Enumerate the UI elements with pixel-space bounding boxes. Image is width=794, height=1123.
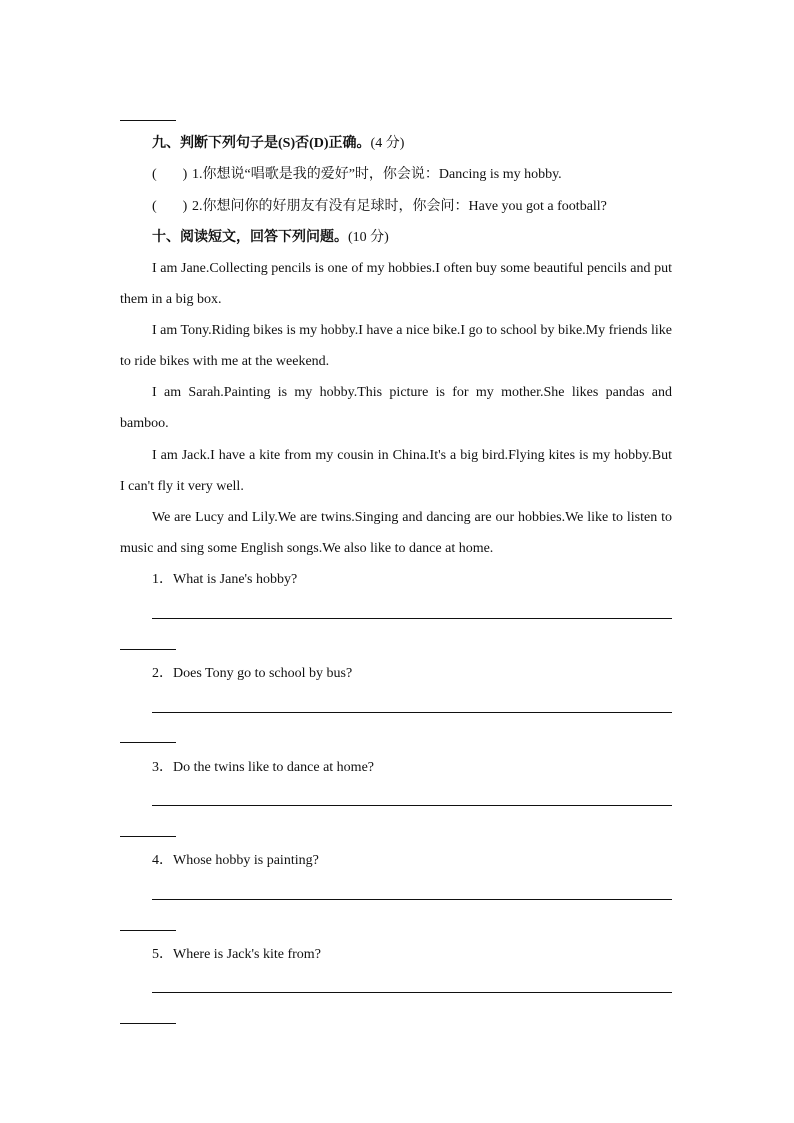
section-9-heading: [152, 134, 404, 154]
passage-paragraph-sarah: I am Sarah.Painting is my hobby.This picture is for my mother.She likes pandas and bamboo.: [120, 385, 672, 431]
question-5: 5．Where is Jack's kite from?: [152, 947, 321, 962]
passage-paragraph-tony: I am Tony.Riding bikes is my hobby.I have a nice bike.I go to school by bike.My friends like to ride bikes with me at the weekend.: [120, 323, 672, 369]
section-9-title: 九、判断下列句子是(S)否(D)正确。: [152, 136, 371, 151]
answer-line-3-end[interactable]: [120, 836, 176, 837]
question-2: 2．Does Tony go to school by bus?: [152, 666, 353, 681]
answer-line-1-end[interactable]: [120, 649, 176, 650]
judge-item-1: [152, 165, 562, 185]
passage-paragraph-jack: I am Jack.I have a kite from my cousin in China.It's a big bird.Flying kites is my hobby.But I can't fly it very well.: [120, 448, 672, 494]
answer-line-3[interactable]: [152, 805, 672, 806]
answer-line-2[interactable]: [152, 712, 672, 713]
question-4: 4．Whose hobby is painting?: [152, 853, 319, 868]
answer-line-4-end[interactable]: [120, 930, 176, 931]
answer-line-5-end[interactable]: [120, 1023, 176, 1024]
answer-line-1[interactable]: [152, 618, 672, 619]
judge-item-2: [152, 197, 607, 217]
answer-line-2-end[interactable]: [120, 742, 176, 743]
section-9-score: (4 分): [370, 136, 405, 151]
answer-line-end: [120, 120, 176, 121]
answer-line-4[interactable]: [152, 899, 672, 900]
judge-item-text: 2.你想问你的好朋友有没有足球时，你会问：Have you got a football?: [192, 199, 607, 214]
section-10-score: (10 分): [348, 230, 389, 245]
question-3: 3．Do the twins like to dance at home?: [152, 760, 374, 775]
section-10-heading: [152, 228, 389, 248]
question-1: 1．What is Jane's hobby?: [152, 572, 298, 587]
passage-paragraph-jane: I am Jane.Collecting pencils is one of my hobbies.I often buy some beautiful pencils and put them in a big box.: [120, 261, 672, 307]
answer-line-5[interactable]: [152, 992, 672, 993]
answer-bracket[interactable]: ( ): [152, 167, 188, 182]
section-10-title: 十、阅读短文，回答下列问题。: [152, 230, 348, 245]
passage-paragraph-lucy-lily: We are Lucy and Lily.We are twins.Singing and dancing are our hobbies.We like to listen to music and sing some English songs.We also like to dance at home.: [120, 510, 672, 556]
answer-bracket[interactable]: ( ): [152, 199, 188, 214]
judge-item-text: 1.你想说“唱歌是我的爱好”时，你会说：Dancing is my hobby.: [192, 167, 562, 182]
